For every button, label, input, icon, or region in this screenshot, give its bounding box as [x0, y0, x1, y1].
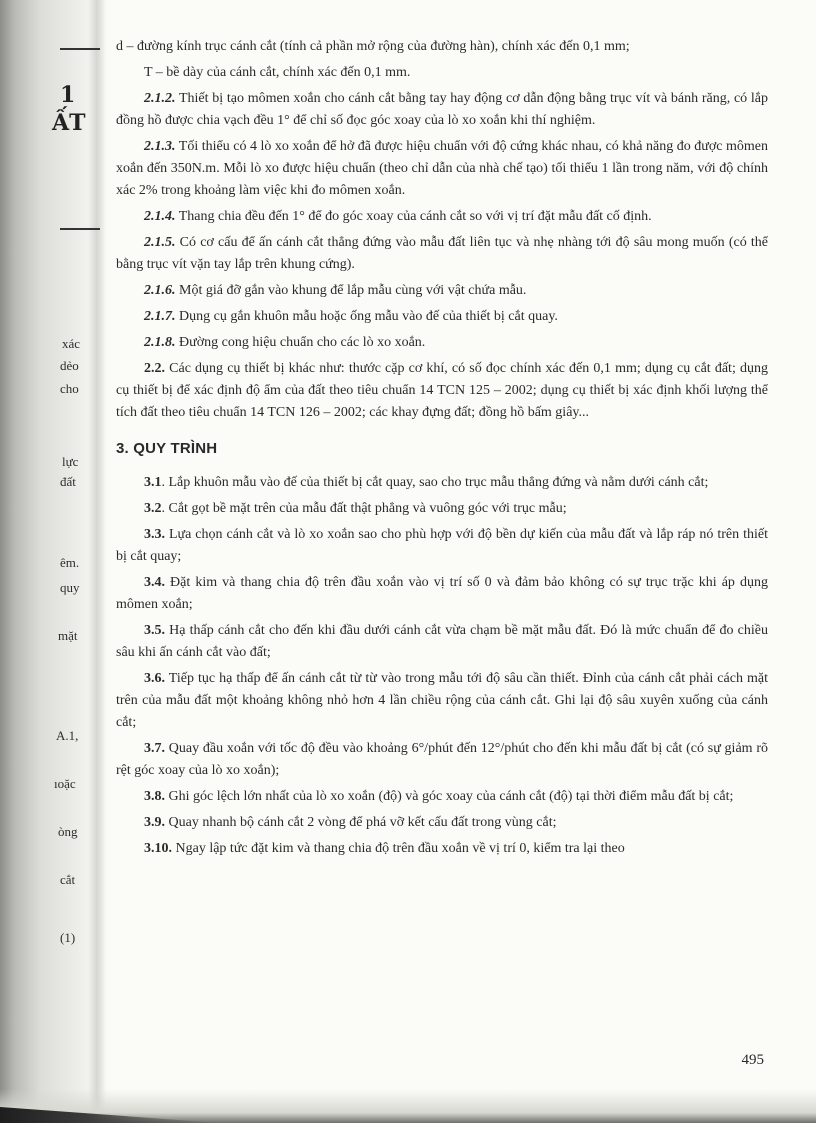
- item-number: 3.1: [144, 475, 162, 490]
- item-number: 2.2.: [144, 361, 165, 376]
- item-2-1-3: [116, 136, 768, 202]
- item-text: Tối thiểu có 4 lò xo xoắn để hở đã được hiệu chuẩn với độ cứng khác nhau, có khả năng đo được mômen xoắn đến 350N.m. Mỗi lò xo được hiệu chuẩn (theo chỉ dẫn của nhà chế tạo) tối thiểu 1 lần trong năm, với độ chính xác 2% trong khoảng làm việc khi đo mômen xoắn.: [116, 139, 768, 198]
- margin-rule-top: [60, 48, 100, 50]
- margin-fragment: dẻo: [60, 358, 79, 373]
- item-text: Dụng cụ gắn khuôn mẫu hoặc ống mẫu vào đế của thiết bị cắt quay.: [175, 309, 558, 324]
- item-2-1-5: [116, 232, 768, 276]
- margin-fragment: êm.: [60, 555, 80, 570]
- item-3-7: [116, 738, 768, 782]
- margin-fragment: (1): [60, 930, 76, 945]
- item-3-4: [116, 572, 768, 616]
- item-text: Các dụng cụ thiết bị khác như: thước cặp cơ khí, có số đọc chính xác đến 0,1 mm; dụng cụ cắt đất; dụng cụ thiết bị để xác định độ ẩm của đất theo tiêu chuẩn 14 TCN 125 – 2002; dụng cụ thiết bị xác định khối lượng thể tích đất theo tiêu chuẩn 14 TCN 126 – 2002; các khay đựng đất; đồng hồ bấm giây...: [116, 361, 768, 420]
- item-number: 3.4.: [144, 575, 165, 590]
- item-3-3: [116, 524, 768, 568]
- item-2-1-2: [116, 88, 768, 132]
- item-text: Quay nhanh bộ cánh cắt 2 vòng để phá vỡ kết cấu đất trong vùng cắt;: [165, 815, 557, 830]
- item-text: Thiết bị tạo mômen xoắn cho cánh cắt bằng tay hay động cơ dẫn động bằng trục vít và bánh răng, có lắp đồng hồ được chia vạch đều 1° để chỉ số đọc góc xoay của lò xo xoắn khi thí nghiệm.: [116, 91, 768, 128]
- item-2-1-6: [116, 280, 768, 302]
- item-number: 2.1.3.: [144, 139, 176, 154]
- item-number: 3.7.: [144, 741, 165, 756]
- item-text: Thang chia đều đến 1° để đo góc xoay của cánh cắt so với vị trí đặt mẫu đất cố định.: [175, 209, 652, 224]
- item-number: 2.1.8.: [144, 335, 176, 350]
- item-2-1-4: [116, 206, 768, 228]
- item-text: Hạ thấp cánh cắt cho đến khi đầu dưới cánh cắt vừa chạm bề mặt mẫu đất. Đó là mức chuẩn để đo chiều sâu khi ấn cánh cắt vào đất;: [116, 623, 768, 660]
- item-text: Quay đầu xoắn với tốc độ đều vào khoảng 6°/phút đến 12°/phút cho đến khi mẫu đất bị cắt (có sự giảm rõ rệt góc xoay của lò xo xoắn);: [116, 741, 768, 778]
- margin-fragment: cho: [60, 381, 79, 396]
- item-number: 2.1.7.: [144, 309, 176, 324]
- item-text: . Cắt gọt bề mặt trên của mẫu đất thật phẳng và vuông góc với trục mẫu;: [161, 501, 567, 516]
- item-2-2: [116, 358, 768, 424]
- item-3-5: [116, 620, 768, 664]
- page-number: 495: [741, 1052, 764, 1068]
- paragraph-d: [116, 36, 768, 58]
- item-text: . Lắp khuôn mẫu vào đế của thiết bị cắt quay, sao cho trục mẫu thẳng đứng và nằm dưới cánh cắt;: [161, 475, 709, 490]
- item-number: 3.9.: [144, 815, 165, 830]
- item-text: Ngay lập tức đặt kim và thang chia độ trên đầu xoắn về vị trí 0, kiểm tra lại theo: [172, 841, 625, 856]
- margin-fragment: lực: [62, 454, 79, 469]
- paragraph-t: [116, 62, 768, 84]
- item-number: 2.1.5.: [144, 235, 176, 250]
- book-spine: [88, 0, 106, 1123]
- item-3-6: [116, 668, 768, 734]
- margin-rule-mid: [60, 228, 100, 230]
- item-number: 3.3.: [144, 527, 165, 542]
- margin-fragment: xác: [62, 336, 81, 351]
- item-2-1-8: [116, 332, 768, 354]
- margin-fragment: mặt: [58, 628, 78, 643]
- item-text: Có cơ cấu để ấn cánh cắt thẳng đứng vào mẫu đất liên tục và nhẹ nhàng tới độ sâu mong muốn (có thể bằng trục vít vặn tay lắp trên khung cứng).: [116, 235, 768, 272]
- item-text: Tiếp tục hạ thấp để ấn cánh cắt từ từ vào trong mẫu tới độ sâu cần thiết. Đỉnh của cánh cắt phải cách mặt trên của mẫu đất một khoảng không nhỏ hơn 4 lần chiều rộng của cánh cắt. Ghi lại độ sâu xuyên xuống của cánh cắt;: [116, 671, 768, 730]
- item-3-2: [116, 498, 768, 520]
- item-2-1-7: [116, 306, 768, 328]
- section-heading: 3. QUY TRÌNH: [116, 440, 218, 457]
- margin-fragment: A.1,: [56, 728, 79, 743]
- margin-fragment: đất: [60, 474, 76, 489]
- item-text: Lựa chọn cánh cắt và lò xo xoắn sao cho phù hợp với độ bền dự kiến của mẫu đất và lắp ráp nó trên thiết bị cắt quay;: [116, 527, 768, 564]
- item-3-10: [116, 838, 768, 860]
- item-number: 3.2: [144, 501, 162, 516]
- paragraph-text: d – đường kính trục cánh cắt (tính cả phần mở rộng của đường hàn), chính xác đến 0,1 mm;: [116, 39, 630, 54]
- margin-fragment: ıoặc: [54, 776, 76, 791]
- margin-fragment: quy: [60, 580, 80, 595]
- item-number: 3.6.: [144, 671, 165, 686]
- item-number: 3.10.: [144, 841, 172, 856]
- margin-fragment-1: 1: [60, 82, 76, 108]
- item-number: 2.1.4.: [144, 209, 176, 224]
- item-3-1: [116, 472, 768, 494]
- page-body: [116, 36, 768, 864]
- item-number: 3.5.: [144, 623, 165, 638]
- margin-fragment-at: ẤT: [52, 110, 86, 136]
- item-number: 3.8.: [144, 789, 165, 804]
- item-text: Đặt kim và thang chia độ trên đầu xoắn vào vị trí số 0 và đảm bảo không có sự trục trặc khi áp dụng mômen xoắn;: [116, 575, 768, 612]
- item-number: 2.1.6.: [144, 283, 176, 298]
- item-3-9: [116, 812, 768, 834]
- item-text: Đường cong hiệu chuẩn cho các lò xo xoắn.: [175, 335, 426, 350]
- margin-fragment: òng: [58, 824, 78, 839]
- paragraph-text: T – bề dày của cánh cắt, chính xác đến 0,1 mm.: [144, 65, 411, 80]
- item-text: Ghi góc lệch lớn nhất của lò xo xoắn (độ) và góc xoay của cánh cắt (độ) tại thời điểm mẫu đất bị cắt;: [165, 789, 734, 804]
- item-text: Một giá đỡ gắn vào khung để lắp mẫu cùng với vật chứa mẫu.: [175, 283, 527, 298]
- item-3-8: [116, 786, 768, 808]
- item-number: 2.1.2.: [144, 91, 176, 106]
- margin-fragment: cắt: [60, 872, 76, 887]
